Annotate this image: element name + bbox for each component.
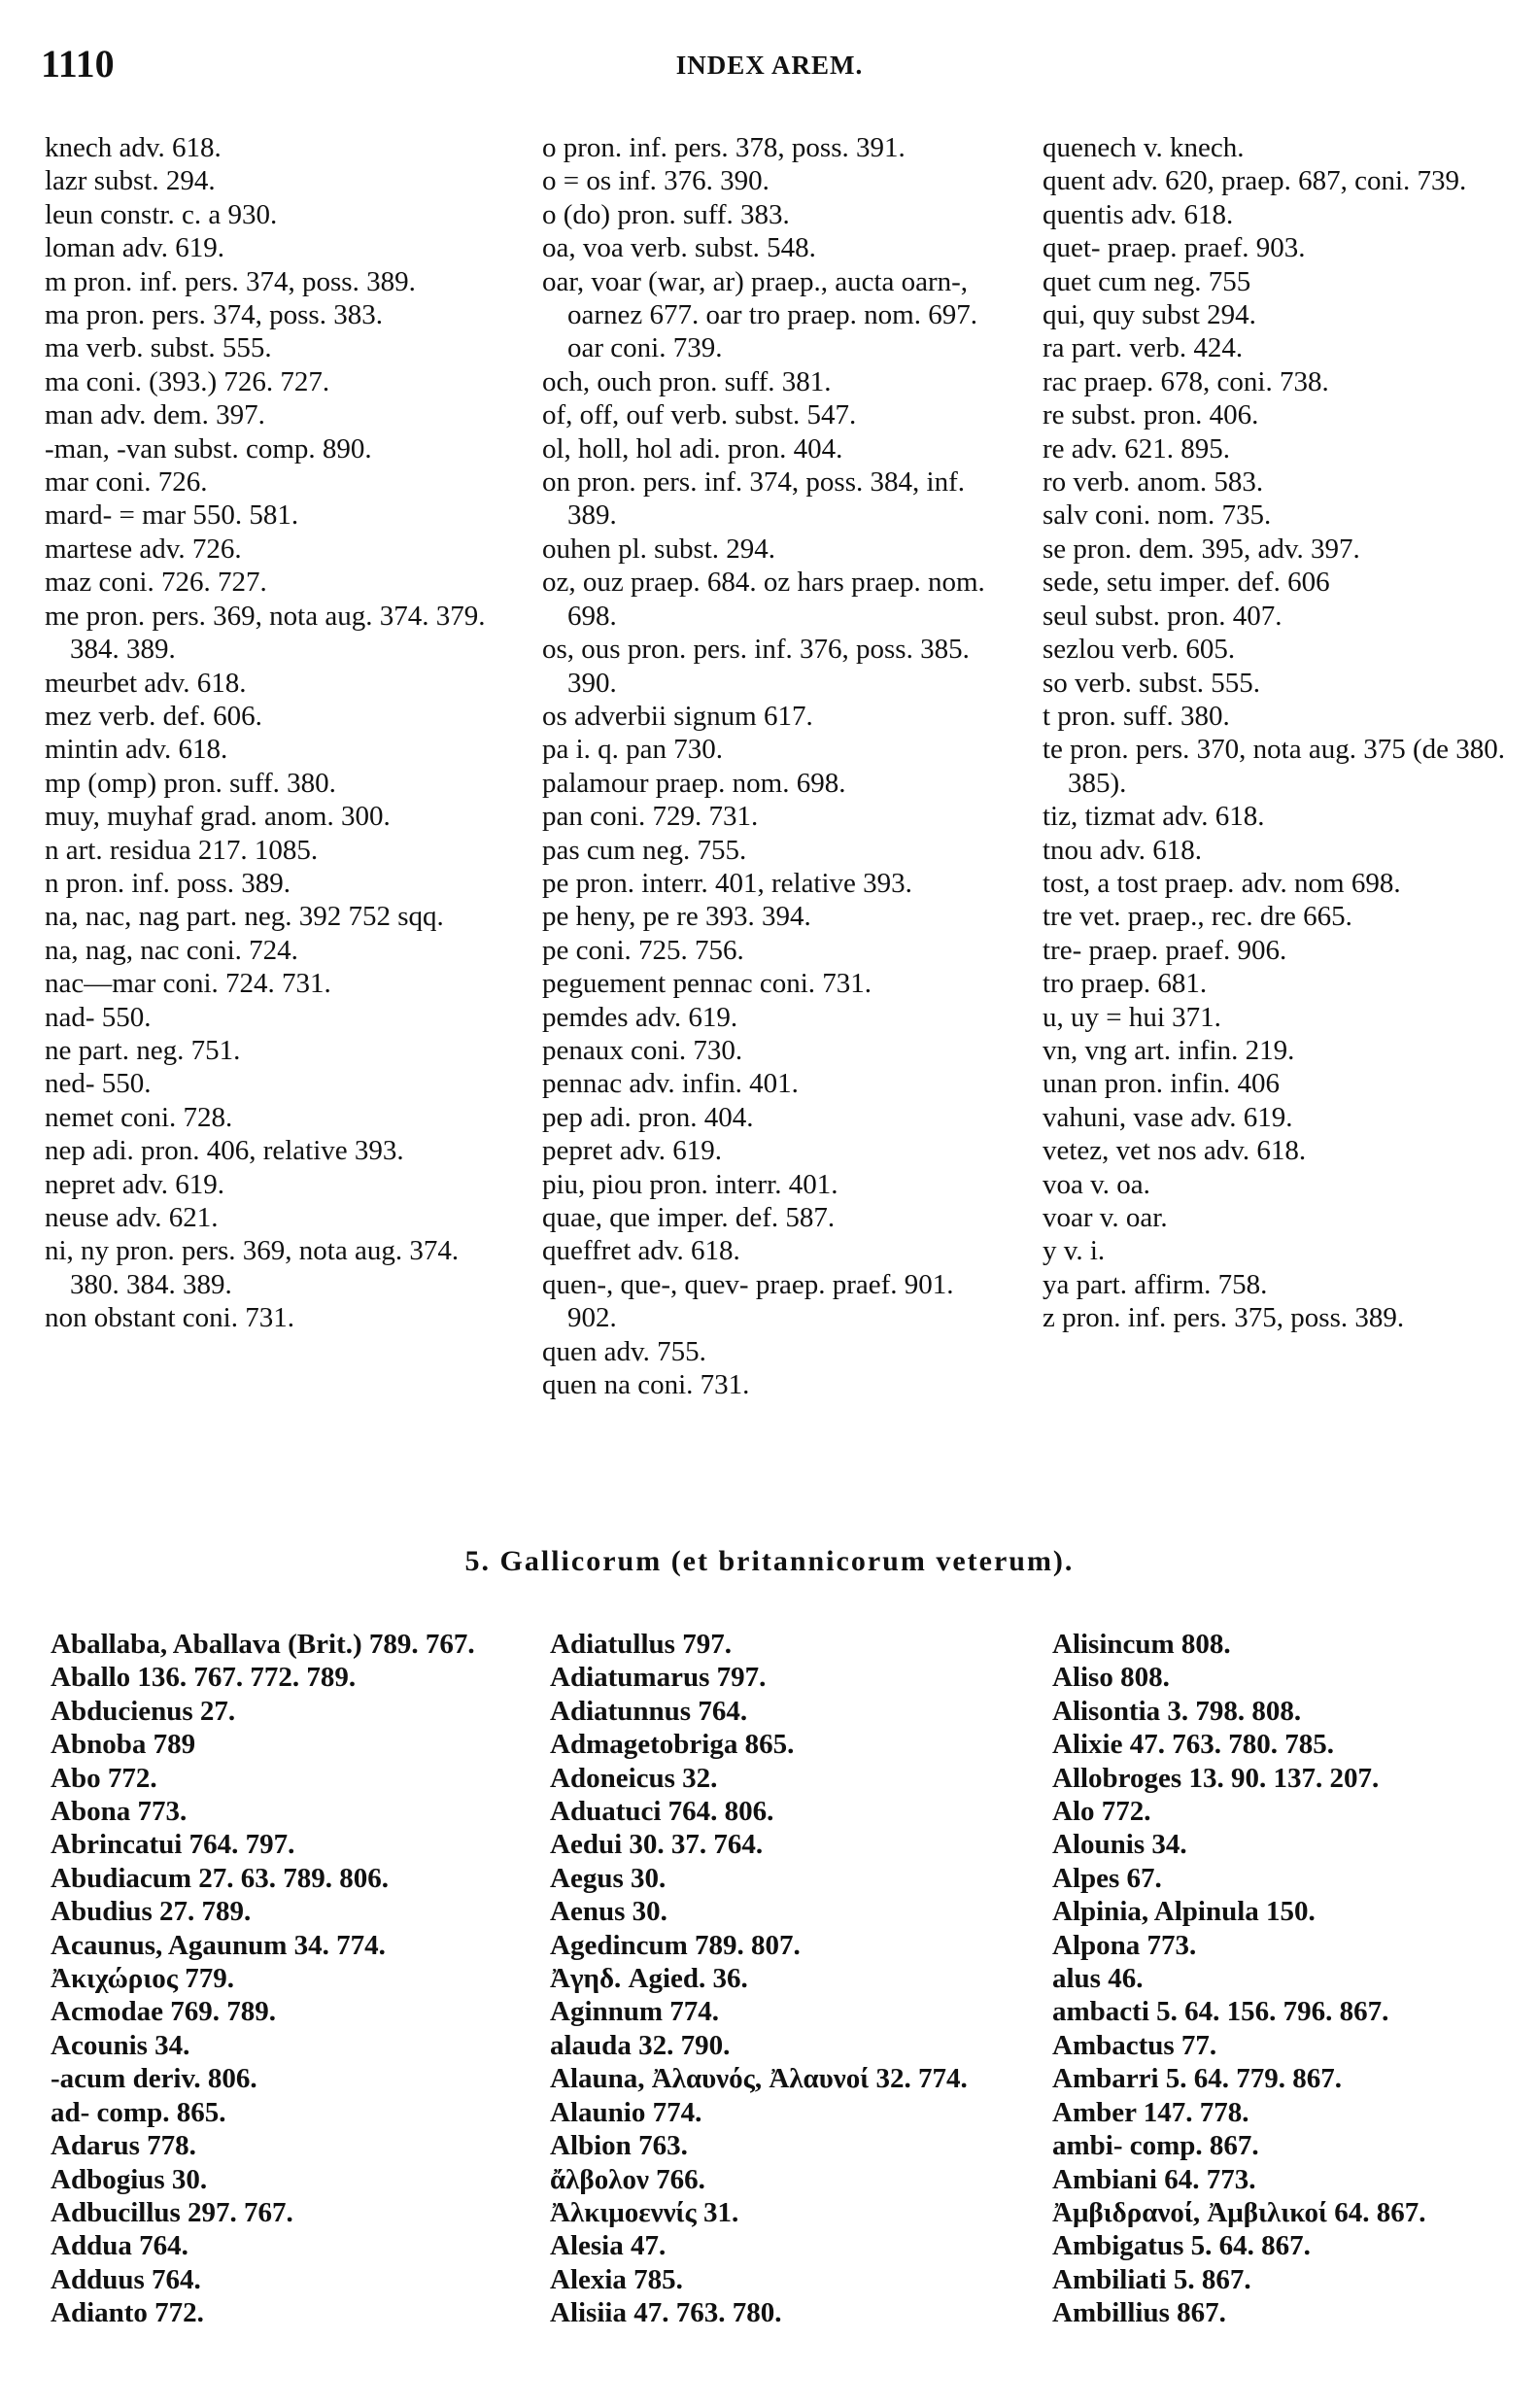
index-entry: piu, piou pron. interr. 401. <box>542 1168 838 1200</box>
index-entry: oz, ouz praep. 684. oz hars praep. nom. 698. <box>542 567 993 632</box>
index-entry: on pron. pers. inf. 374, poss. 384, inf. 389. <box>542 466 973 532</box>
index-entry: non obstant coni. 731. <box>45 1302 294 1334</box>
index-column-5 <box>550 1628 1016 2330</box>
index-entry: Amber 147. 778. <box>1052 2096 1249 2128</box>
index-entry: Alpinia, Alpinula 150. <box>1052 1896 1316 1928</box>
index-entry: ma pron. pers. 374, poss. 383. <box>45 299 383 331</box>
index-entry: pan coni. 729. 731. <box>542 801 759 833</box>
index-entry: o = os inf. 376. 390. <box>542 165 770 197</box>
index-entry: ambacti 5. 64. 156. 796. 867. <box>1052 1996 1389 2028</box>
index-entry: salv coni. nom. 735. <box>1043 499 1272 532</box>
index-entry: Alpona 773. <box>1052 1929 1197 1961</box>
index-entry: voar v. oar. <box>1043 1202 1168 1233</box>
index-entry: Adoneicus 32. <box>550 1762 718 1794</box>
index-entry: Alexia 785. <box>550 2263 683 2295</box>
index-entry: pemdes adv. 619. <box>542 1001 738 1033</box>
index-entry: n pron. inf. poss. 389. <box>45 867 291 899</box>
index-entry: vahuni, vase adv. 619. <box>1043 1101 1293 1133</box>
index-entry: Alixie 47. 763. 780. 785. <box>1052 1729 1334 1761</box>
index-entry: ol, holl, hol adi. pron. 404. <box>542 432 843 464</box>
index-entry: qui, quy subst 294. <box>1043 299 1256 331</box>
index-entry: nad- 550. <box>45 1001 152 1033</box>
index-entry: Ambiliati 5. 867. <box>1052 2263 1251 2295</box>
index-entry: maz coni. 726. 727. <box>45 567 267 599</box>
index-entry: Aduatuci 764. 806. <box>550 1796 774 1828</box>
index-entry: z pron. inf. pers. 375, poss. 389. <box>1043 1302 1405 1334</box>
index-entry: Alisontia 3. 798. 808. <box>1052 1695 1302 1727</box>
index-entry: palamour praep. nom. 698. <box>542 767 846 799</box>
index-entry: pennac adv. infin. 401. <box>542 1068 799 1100</box>
index-entry: tro praep. 681. <box>1043 968 1208 1000</box>
index-entry: quet- praep. praef. 903. <box>1043 232 1306 264</box>
index-entry: so verb. subst. 555. <box>1043 667 1260 699</box>
index-entry: tre vet. praep., rec. dre 665. <box>1043 901 1352 933</box>
index-entry: Alaunio 774. <box>550 2096 702 2128</box>
index-entry: me pron. pers. 369, nota aug. 374. 379. 384. 389. <box>45 600 493 666</box>
index-entry: Ambarri 5. 64. 779. 867. <box>1052 2063 1343 2095</box>
index-entry: Aliso 808. <box>1052 1662 1170 1694</box>
index-column-6 <box>1052 1628 1519 2330</box>
index-entry: Alesia 47. <box>550 2230 667 2262</box>
index-entry: t pron. suff. 380. <box>1043 700 1230 732</box>
index-entry: Alisiia 47. 763. 780. <box>550 2297 782 2329</box>
index-entry: Alounis 34. <box>1052 1829 1187 1861</box>
index-entry: quae, que imper. def. 587. <box>542 1202 836 1233</box>
index-entry: y v. i. <box>1043 1235 1106 1267</box>
index-entry: tre- praep. praef. 906. <box>1043 934 1287 966</box>
index-entry: Allobroges 13. 90. 137. 207. <box>1052 1762 1380 1794</box>
index-entry: Adianto 772. <box>51 2297 204 2329</box>
index-entry: Abudius 27. 789. <box>51 1896 252 1928</box>
index-entry: te pron. pers. 370, nota aug. 375 (de 380. 385). <box>1043 734 1513 799</box>
index-entry: Ἀλκιμοεννίς 31. <box>550 2196 739 2228</box>
index-entry: Addua 764. <box>51 2230 188 2262</box>
index-entry: Acaunus, Agaunum 34. 774. <box>51 1929 386 1961</box>
index-entry: Aballo 136. 767. 772. 789. <box>51 1662 357 1694</box>
index-entry: ἄλβολον 766. <box>550 2163 705 2195</box>
index-entry: mp (omp) pron. suff. 380. <box>45 767 336 799</box>
index-entry: Abona 773. <box>51 1796 188 1828</box>
index-entry: Acmodae 769. 789. <box>51 1996 276 2028</box>
index-entry: m pron. inf. pers. 374, poss. 389. <box>45 265 416 297</box>
index-entry: of, off, ouf verb. subst. 547. <box>542 399 857 431</box>
index-entry: Adduus 764. <box>51 2263 201 2295</box>
index-entry: penaux coni. 730. <box>542 1034 743 1066</box>
index-entry: queffret adv. 618. <box>542 1235 740 1267</box>
index-entry: re adv. 621. 895. <box>1043 432 1231 464</box>
index-entry: Ambillius 867. <box>1052 2297 1226 2329</box>
index-entry: quen-, que-, quev- praep. praef. 901. 902. <box>542 1268 961 1334</box>
index-column-2 <box>542 131 1001 1401</box>
index-entry: mintin adv. 618. <box>45 734 228 766</box>
index-entry: nac—mar coni. 724. 731. <box>45 968 331 1000</box>
index-entry: nemet coni. 728. <box>45 1101 233 1133</box>
index-entry: voa v. oa. <box>1043 1168 1150 1200</box>
index-entry: tnou adv. 618. <box>1043 834 1203 866</box>
index-entry: pep adi. pron. 404. <box>542 1101 754 1133</box>
index-entry: quen adv. 755. <box>542 1335 706 1367</box>
index-entry: Adbucillus 297. 767. <box>51 2196 293 2228</box>
index-entry: pas cum neg. 755. <box>542 834 747 866</box>
index-entry: Aginnum 774. <box>550 1996 720 2028</box>
index-entry: Abrincatui 764. 797. <box>51 1829 295 1861</box>
index-entry: sede, setu imper. def. 606 <box>1043 567 1330 599</box>
index-entry: quenech v. knech. <box>1043 132 1245 163</box>
index-entry: Abudiacum 27. 63. 789. 806. <box>51 1862 390 1894</box>
index-entry: alus 46. <box>1052 1963 1144 1995</box>
index-entry: Alisincum 808. <box>1052 1629 1231 1660</box>
index-entry: nepret adv. 619. <box>45 1168 224 1200</box>
index-entry: quent adv. 620, praep. 687, coni. 739. <box>1043 165 1467 197</box>
index-entry: na, nag, nac coni. 724. <box>45 934 298 966</box>
index-entry: vetez, vet nos adv. 618. <box>1043 1135 1307 1167</box>
index-entry: Ἀμβιδρανοί, Ἀμβιλικοί 64. 867. <box>1052 2196 1426 2228</box>
index-entry: pe coni. 725. 756. <box>542 934 744 966</box>
index-entry: Ambigatus 5. 64. 867. <box>1052 2230 1311 2262</box>
index-entry: o (do) pron. suff. 383. <box>542 198 790 230</box>
index-entry: -man, -van subst. comp. 890. <box>45 432 372 464</box>
index-entry: ya part. affirm. 758. <box>1043 1268 1268 1300</box>
index-entry: leun constr. c. a 930. <box>45 198 278 230</box>
index-entry: oar, voar (war, ar) praep., aucta oarn-, oarnez 677. oar tro praep. nom. 697. oar coni. 739. <box>542 265 985 364</box>
index-entry: oa, voa verb. subst. 548. <box>542 232 816 264</box>
index-entry: Aballaba, Aballava (Brit.) 789. 767. <box>51 1629 475 1660</box>
index-entry: pa i. q. pan 730. <box>542 734 724 766</box>
page-number: 1110 <box>41 42 115 86</box>
index-entry: martese adv. 726. <box>45 533 242 565</box>
index-entry: alauda 32. 790. <box>550 2029 731 2061</box>
index-entry: ambi- comp. 867. <box>1052 2130 1259 2162</box>
index-entry: se pron. dem. 395, adv. 397. <box>1043 533 1360 565</box>
index-entry: tost, a tost praep. adv. nom 698. <box>1043 867 1401 899</box>
index-entry: -acum deriv. 806. <box>51 2063 257 2095</box>
index-entry: mar coni. 726. <box>45 466 208 499</box>
index-entry: quen na coni. 731. <box>542 1369 750 1401</box>
index-entry: muy, muyhaf grad. anom. 300. <box>45 801 391 833</box>
index-entry: pepret adv. 619. <box>542 1135 722 1167</box>
index-entry: Admagetobriga 865. <box>550 1729 795 1761</box>
index-entry: Alauna, Ἀλαυνός, Ἀλαυνοί 32. 774. <box>550 2063 968 2095</box>
index-entry: mez verb. def. 606. <box>45 700 262 732</box>
index-entry: Acounis 34. <box>51 2029 190 2061</box>
index-entry: ne part. neg. 751. <box>45 1034 241 1066</box>
index-entry: Abnoba 789 <box>51 1729 196 1761</box>
index-entry: lazr subst. 294. <box>45 165 216 197</box>
index-entry: meurbet adv. 618. <box>45 667 247 699</box>
index-entry: ad- comp. 865. <box>51 2096 226 2128</box>
index-entry: o pron. inf. pers. 378, poss. 391. <box>542 132 906 163</box>
index-entry: os, ous pron. pers. inf. 376, poss. 385. 390. <box>542 634 977 699</box>
index-entry: ro verb. anom. 583. <box>1043 466 1264 499</box>
index-entry: ma verb. subst. 555. <box>45 332 272 364</box>
index-entry: Abducienus 27. <box>51 1695 236 1727</box>
section-title: 5. Gallicorum (et britannicorum veterum). <box>464 1545 1075 1577</box>
index-entry: u, uy = hui 371. <box>1043 1001 1221 1033</box>
index-entry: Alpes 67. <box>1052 1862 1162 1894</box>
index-entry: ma coni. (393.) 726. 727. <box>45 365 330 397</box>
index-entry: man adv. dem. 397. <box>45 399 265 431</box>
index-entry: Ambiani 64. 773. <box>1052 2163 1256 2195</box>
index-entry: rac praep. 678, coni. 738. <box>1043 365 1329 397</box>
index-entry: sezlou verb. 605. <box>1043 634 1236 666</box>
index-entry: Agedincum 789. 807. <box>550 1929 801 1961</box>
index-entry: neuse adv. 621. <box>45 1202 219 1233</box>
index-entry: Adbogius 30. <box>51 2163 208 2195</box>
index-entry: Ambactus 77. <box>1052 2029 1217 2061</box>
index-entry: ni, ny pron. pers. 369, nota aug. 374. 380. 384. 389. <box>45 1235 466 1300</box>
index-entry: knech adv. 618. <box>45 132 222 163</box>
index-entry: os adverbii signum 617. <box>542 700 813 732</box>
index-entry: quentis adv. 618. <box>1043 198 1234 230</box>
index-entry: peguement pennac coni. 731. <box>542 968 872 1000</box>
index-entry: unan pron. infin. 406 <box>1043 1068 1281 1100</box>
index-column-1 <box>45 131 503 1335</box>
index-entry: ouhen pl. subst. 294. <box>542 533 776 565</box>
index-entry: Adiatumarus 797. <box>550 1662 767 1694</box>
index-entry: n art. residua 217. 1085. <box>45 834 319 866</box>
index-entry: och, ouch pron. suff. 381. <box>542 365 832 397</box>
index-entry: nep adi. pron. 406, relative 393. <box>45 1135 404 1167</box>
index-entry: Alo 772. <box>1052 1796 1151 1828</box>
index-column-4 <box>51 1628 517 2330</box>
index-entry: Aenus 30. <box>550 1896 667 1928</box>
index-entry: Ἀγηδ. Agied. 36. <box>550 1963 748 1995</box>
index-entry: ra part. verb. 424. <box>1043 332 1244 364</box>
index-entry: seul subst. pron. 407. <box>1043 600 1282 632</box>
index-entry: Adarus 778. <box>51 2130 196 2162</box>
index-entry: Adiatunnus 764. <box>550 1695 748 1727</box>
index-entry: mard- = mar 550. 581. <box>45 499 299 532</box>
index-column-3 <box>1043 131 1513 1335</box>
index-entry: Aedui 30. 37. 764. <box>550 1829 764 1861</box>
index-entry: pe pron. interr. 401, relative 393. <box>542 867 912 899</box>
index-entry: vn, vng art. infin. 219. <box>1043 1034 1295 1066</box>
index-entry: Ἀκιχώριος 779. <box>51 1963 235 1995</box>
index-entry: Adiatullus 797. <box>550 1629 732 1660</box>
index-entry: na, nac, nag part. neg. 392 752 sqq. <box>45 901 444 933</box>
index-entry: tiz, tizmat adv. 618. <box>1043 801 1265 833</box>
index-entry: pe heny, pe re 393. 394. <box>542 901 811 933</box>
index-entry: Albion 763. <box>550 2130 688 2162</box>
index-entry: ned- 550. <box>45 1068 152 1100</box>
index-entry: Abo 772. <box>51 1762 157 1794</box>
index-entry: re subst. pron. 406. <box>1043 399 1259 431</box>
index-entry: loman adv. 619. <box>45 232 224 264</box>
index-entry: Aegus 30. <box>550 1862 667 1894</box>
running-head: INDEX AREM. <box>675 51 864 80</box>
index-entry: quet cum neg. 755 <box>1043 265 1251 297</box>
